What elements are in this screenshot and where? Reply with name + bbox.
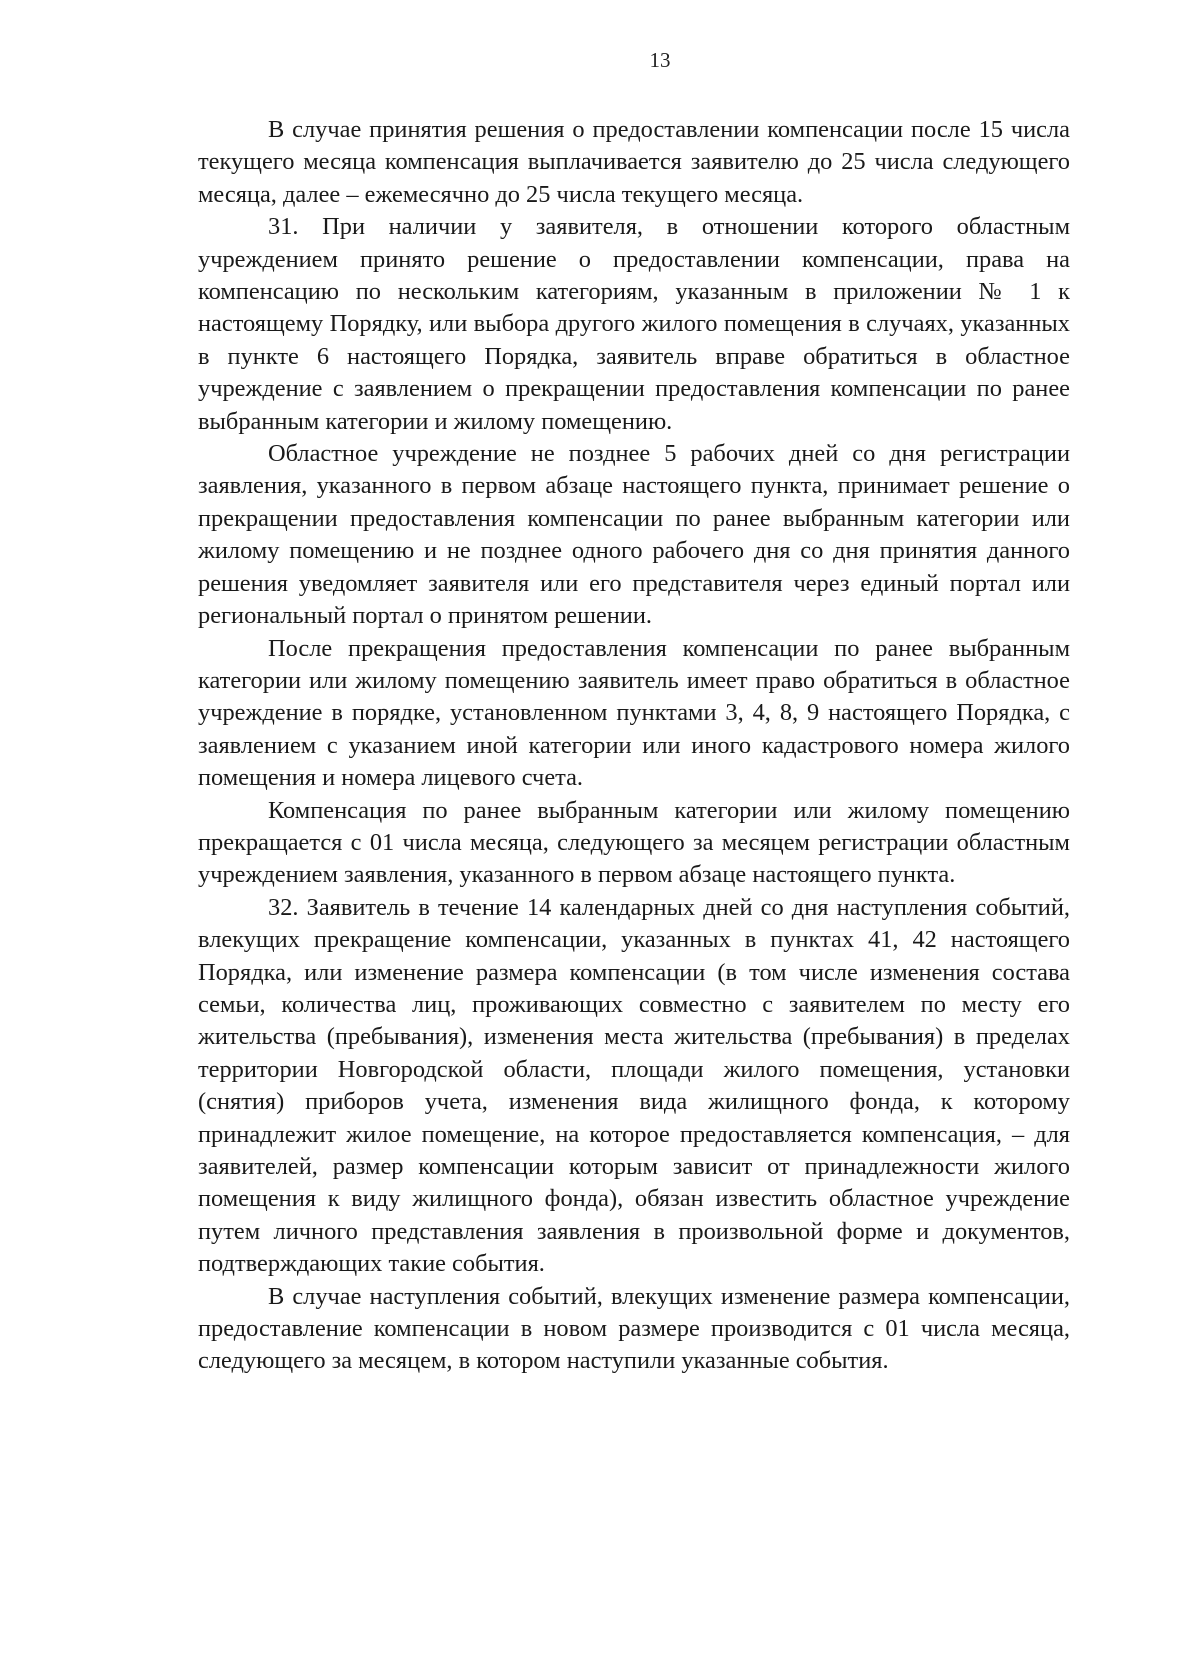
page-number: 13 (649, 48, 671, 72)
document-body (198, 114, 1070, 1378)
paragraph-termination-date: Компенсация по ранее выбранным категории или жилому помещению прекращается с 01 числа месяца, следующего за месяцем регистрации областным учреждением заявления, указанного в первом абзаце настоящего пункта. (198, 796, 1070, 889)
paragraph-item-32: 32. Заявитель в течение 14 календарных дней со дня наступления событий, влекущих прекращение компенсации, указанных в пунктах 41, 42 настоящего Порядка, или изменение размера компенсации (в том числе изменения состава семьи, количества лиц, проживающих совместно с заявителем по месту его жительства (пребывания), изменения места жительства (пребывания) в пределах территории Новгородской области, площади жилого помещения, установки (снятия) приборов учета, изменения вида жилищного фонда, к которому принадлежит жилое помещение, на которое предоставляется компенсация, – для заявителей, размер компенсации которым зависит от принадлежности жилого помещения к виду жилищного фонда), обязан известить областное учреждение путем личного представления заявления в произвольной форме и документов, подтверждающих такие события. (198, 893, 1070, 1278)
paragraph-termination-decision: Областное учреждение не позднее 5 рабочих дней со дня регистрации заявления, указанного в первом абзаце настоящего пункта, принимает решение о прекращении предоставления компенсации по ранее выбранным категории или жилому помещению и не позднее одного рабочего дня со дня принятия данного решения уведомляет заявителя или его представителя через единый портал или региональный портал о принятом решении. (198, 440, 1070, 630)
paragraph-payment-timing: В случае принятия решения о предоставлении компенсации после 15 числа текущего месяца компенсация выплачивается заявителю до 25 числа следующего месяца, далее – ежемесячно до 25 числа текущего месяца. (198, 116, 1070, 208)
paragraph-reapplication: После прекращения предоставления компенсации по ранее выбранным категории или жилому помещению заявитель имеет право обратиться в областное учреждение в порядке, установленном пунктами 3, 4, 8, 9 настоящего Порядка, с заявлением с указанием иной категории или иного кадастрового номера жилого помещения и номера лицевого счета. (198, 634, 1070, 792)
paragraph-new-amount: В случае наступления событий, влекущих изменение размера компенсации, предоставление компенсации в новом размере производится с 01 числа месяца, следующего за месяцем, в котором наступили указанные события. (198, 1282, 1070, 1375)
paragraph-item-31: 31. При наличии у заявителя, в отношении которого областным учреждением принято решение о предоставлении компенсации, права на компенсацию по нескольким категориям, указанным в приложении № 1 к настоящему Порядку, или выбора другого жилого помещения в случаях, указанных в пункте 6 настоящего Порядка, заявитель вправе обратиться в областное учреждение с заявлением о прекращении предоставления компенсации по ранее выбранным категории и жилому помещению. (198, 213, 1070, 435)
